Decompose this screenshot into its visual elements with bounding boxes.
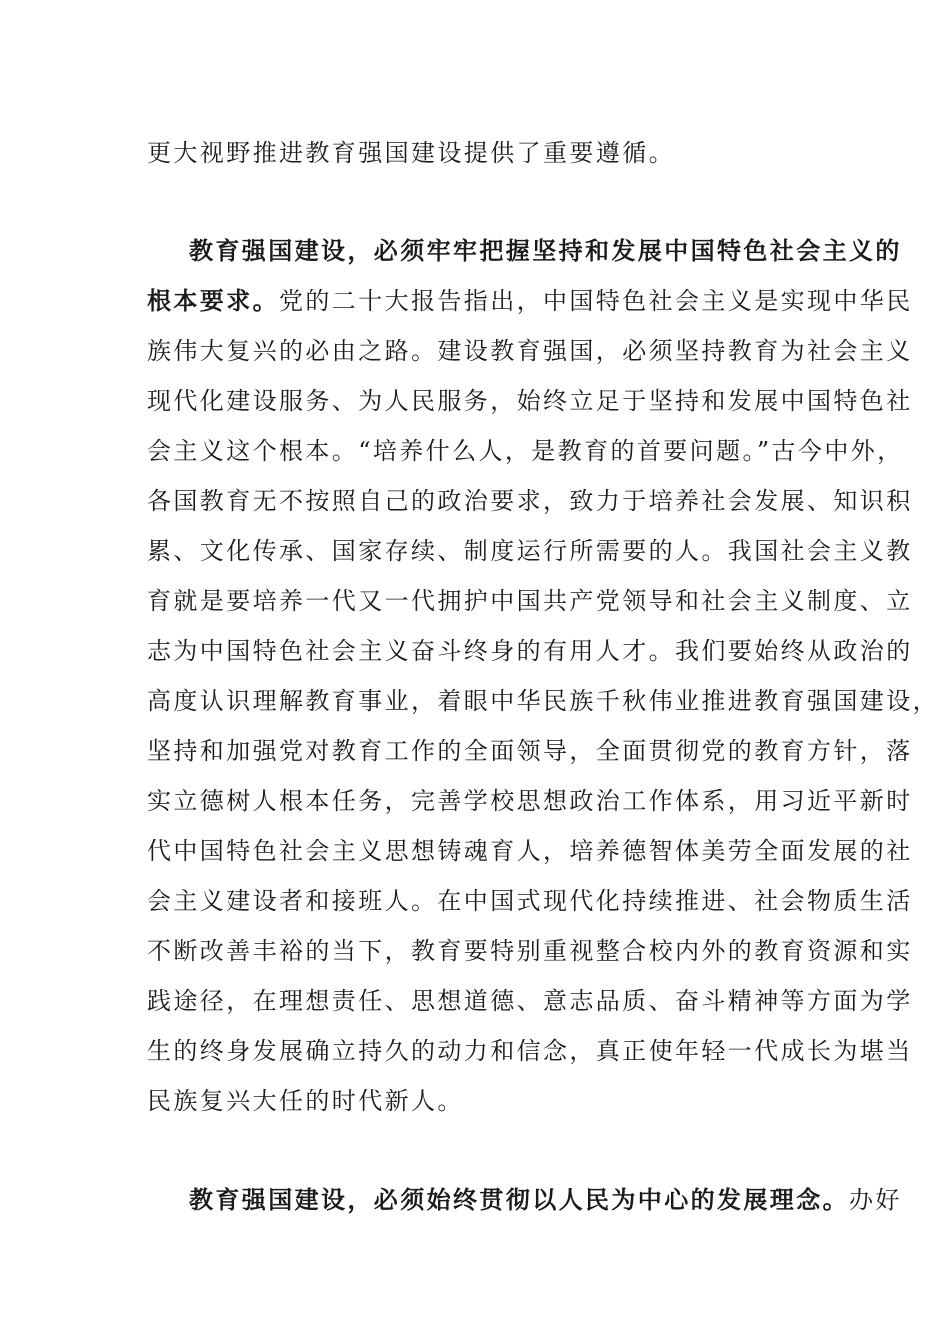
- paragraph-line: 现代化建设服务、为人民服务，始终立足于坚持和发展中国特色社: [147, 387, 913, 415]
- paragraph-line: 不断改善丰裕的当下，教育要特别重视整合校内外的教育资源和实: [147, 937, 913, 965]
- paragraph-line: 更大视野推进教育强国建设提供了重要遵循。: [147, 139, 675, 167]
- paragraph-heading-line: 教育强国建设，必须牢牢把握坚持和发展中国特色社会主义的: [189, 236, 902, 265]
- paragraph-line: 会主义这个根本。“培养什么人，是教育的首要问题。”古今中外，: [147, 437, 904, 465]
- paragraph-line: 坚持和加强党对教育工作的全面领导，全面贯彻党的教育方针，落: [147, 737, 913, 765]
- paragraph-line: 会主义建设者和接班人。在中国式现代化持续推进、社会物质生活: [147, 887, 913, 915]
- paragraph-line: 民族复兴大任的时代新人。: [147, 1087, 464, 1115]
- paragraph-line: 生的终身发展确立持久的动力和信念，真正使年轻一代成长为堪当: [147, 1037, 913, 1065]
- paragraph-line: 族伟大复兴的必由之路。建设教育强国，必须坚持教育为社会主义: [147, 337, 913, 365]
- paragraph-heading-text: 教育强国建设，必须始终贯彻以人民为中心的发展理念。: [189, 1185, 849, 1214]
- paragraph-line: 育就是要培养一代又一代拥护中国共产党领导和社会主义制度、立: [147, 587, 913, 615]
- paragraph-line: 实立德树人根本任务，完善学校思想政治工作体系，用习近平新时: [147, 787, 913, 815]
- paragraph-line: [189, 1184, 902, 1216]
- paragraph-line: 代中国特色社会主义思想铸魂育人，培养德智体美劳全面发展的社: [147, 837, 913, 865]
- paragraph-text: 党的二十大报告指出，中国特色社会主义是实现中华民: [279, 287, 913, 315]
- paragraph-text: 办好: [849, 1186, 902, 1214]
- paragraph-heading-text: 根本要求。: [147, 286, 279, 315]
- paragraph-line: 累、文化传承、国家存续、制度运行所需要的人。我国社会主义教: [147, 537, 913, 565]
- paragraph-line: 践途径，在理想责任、思想道德、意志品质、奋斗精神等方面为学: [147, 987, 913, 1015]
- paragraph-line: 各国教育无不按照自己的政治要求，致力于培养社会发展、知识积: [147, 487, 913, 515]
- paragraph-line: [147, 285, 913, 317]
- paragraph-line: 志为中国特色社会主义奋斗终身的有用人才。我们要始终从政治的: [147, 637, 913, 665]
- paragraph-line: 高度认识理解教育事业，着眼中华民族千秋伟业推进教育强国建设，: [147, 687, 939, 715]
